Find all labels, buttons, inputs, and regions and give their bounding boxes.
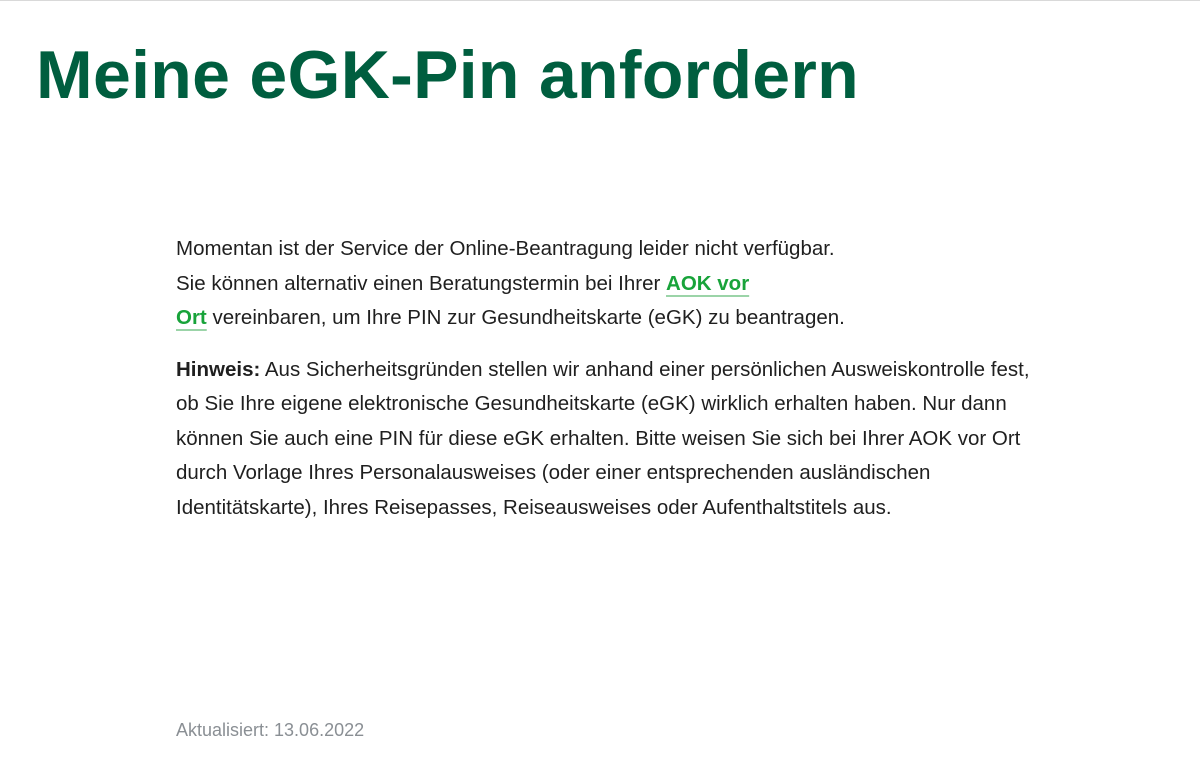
aok-vor-ort-link-part1: AOK vor bbox=[666, 271, 750, 295]
main-content bbox=[176, 232, 1036, 525]
notice-line-3: vereinbaren, um Ihre PIN zur Gesundheitskarte (eGK) zu beantragen. bbox=[212, 306, 845, 329]
security-hint bbox=[176, 353, 1036, 526]
hint-text: Aus Sicherheitsgründen stellen wir anhand einer persönlichen Ausweiskontrolle fest, ob Sie Ihre eigene elektronische Gesundheitskarte (eGK) wirklich erhalten haben. Nur dann können Sie auch eine PIN für diese eGK erhalten. Bitte weisen Sie sich bei Ihrer AOK vor Ort durch Vorlage Ihres Personalausweises (oder einer entsprechenden ausländischen Identitätskarte), Ihres Reisepasses, Reiseausweises oder Aufenthaltstitels aus. bbox=[176, 357, 1030, 519]
service-unavailable-notice bbox=[176, 232, 1036, 336]
aok-vor-ort-link-part2: Ort bbox=[176, 306, 207, 329]
top-divider bbox=[0, 0, 1200, 1]
page-title: Meine eGK-Pin anfordern bbox=[36, 37, 859, 113]
notice-line-2: Sie können alternativ einen Beratungstermin bei Ihrer bbox=[176, 271, 661, 295]
hint-label: Hinweis: bbox=[176, 357, 261, 381]
last-updated: Aktualisiert: 13.06.2022 bbox=[176, 720, 365, 740]
notice-line-1: Momentan ist der Service der Online-Beantragung leider nicht verfügbar. bbox=[176, 237, 835, 260]
